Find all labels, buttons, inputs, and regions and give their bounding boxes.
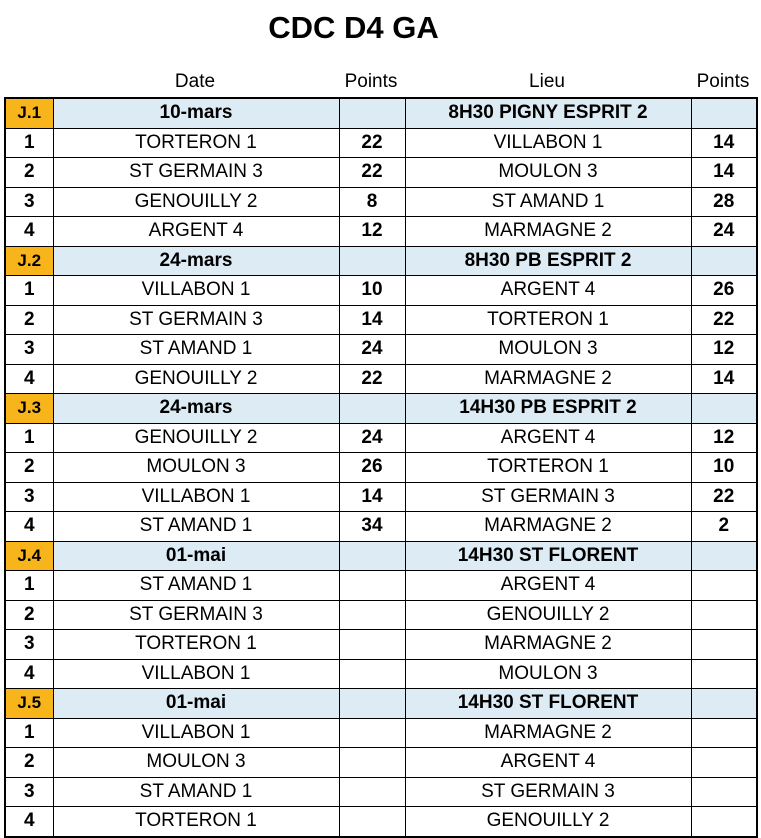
home-points: 8 bbox=[339, 187, 405, 217]
home-team: GENOUILLY 2 bbox=[53, 364, 339, 394]
away-points: 14 bbox=[691, 158, 757, 188]
away-team: MARMAGNE 2 bbox=[405, 512, 691, 542]
away-team: MARMAGNE 2 bbox=[405, 217, 691, 247]
away-team: GENOUILLY 2 bbox=[405, 600, 691, 630]
round-date: 10-mars bbox=[53, 98, 339, 128]
round-points-home bbox=[339, 689, 405, 719]
away-points: 14 bbox=[691, 364, 757, 394]
match-number: 1 bbox=[5, 571, 53, 601]
round-label: J.4 bbox=[5, 541, 53, 571]
home-team: TORTERON 1 bbox=[53, 630, 339, 660]
round-points-away bbox=[691, 541, 757, 571]
away-team: MOULON 3 bbox=[405, 158, 691, 188]
away-points bbox=[691, 600, 757, 630]
home-points: 24 bbox=[339, 335, 405, 365]
home-team: VILLABON 1 bbox=[53, 659, 339, 689]
round-lieu: 8H30 PB ESPRIT 2 bbox=[405, 246, 691, 276]
away-points: 10 bbox=[691, 453, 757, 483]
match-number: 3 bbox=[5, 482, 53, 512]
round-lieu: 14H30 ST FLORENT bbox=[405, 541, 691, 571]
round-label: J.3 bbox=[5, 394, 53, 424]
home-points: 22 bbox=[339, 364, 405, 394]
away-points: 12 bbox=[691, 335, 757, 365]
header-points-home: Points bbox=[344, 71, 398, 92]
round-lieu: 14H30 ST FLORENT bbox=[405, 689, 691, 719]
home-team: ST GERMAIN 3 bbox=[53, 158, 339, 188]
home-points bbox=[339, 748, 405, 778]
away-team: MARMAGNE 2 bbox=[405, 364, 691, 394]
home-team: ST AMAND 1 bbox=[53, 335, 339, 365]
match-number: 3 bbox=[5, 187, 53, 217]
home-team: ST GERMAIN 3 bbox=[53, 600, 339, 630]
match-row bbox=[5, 187, 757, 217]
home-points bbox=[339, 571, 405, 601]
match-row bbox=[5, 453, 757, 483]
column-headers bbox=[0, 70, 761, 94]
away-points bbox=[691, 630, 757, 660]
match-number: 4 bbox=[5, 659, 53, 689]
home-points: 14 bbox=[339, 305, 405, 335]
away-team: TORTERON 1 bbox=[405, 305, 691, 335]
match-number: 3 bbox=[5, 630, 53, 660]
match-number: 3 bbox=[5, 335, 53, 365]
match-row bbox=[5, 600, 757, 630]
away-points bbox=[691, 659, 757, 689]
match-number: 1 bbox=[5, 423, 53, 453]
match-row bbox=[5, 807, 757, 837]
away-points: 2 bbox=[691, 512, 757, 542]
header-date: Date bbox=[174, 71, 216, 92]
away-points bbox=[691, 718, 757, 748]
match-row bbox=[5, 659, 757, 689]
home-team: MOULON 3 bbox=[53, 748, 339, 778]
round-label: J.5 bbox=[5, 689, 53, 719]
round-date: 24-mars bbox=[53, 394, 339, 424]
away-points: 28 bbox=[691, 187, 757, 217]
match-row bbox=[5, 276, 757, 306]
home-team: VILLABON 1 bbox=[53, 482, 339, 512]
match-number: 2 bbox=[5, 158, 53, 188]
round-points-away bbox=[691, 246, 757, 276]
match-number: 2 bbox=[5, 305, 53, 335]
match-row bbox=[5, 217, 757, 247]
round-points-away bbox=[691, 394, 757, 424]
away-team: MARMAGNE 2 bbox=[405, 630, 691, 660]
away-team: ST AMAND 1 bbox=[405, 187, 691, 217]
match-row bbox=[5, 364, 757, 394]
home-points: 10 bbox=[339, 276, 405, 306]
schedule-table bbox=[4, 97, 758, 838]
home-team: TORTERON 1 bbox=[53, 128, 339, 158]
home-points bbox=[339, 807, 405, 837]
match-row bbox=[5, 777, 757, 807]
home-team: ST AMAND 1 bbox=[53, 512, 339, 542]
match-row bbox=[5, 128, 757, 158]
match-row bbox=[5, 305, 757, 335]
away-team: TORTERON 1 bbox=[405, 453, 691, 483]
home-points bbox=[339, 777, 405, 807]
away-team: ST GERMAIN 3 bbox=[405, 482, 691, 512]
away-points: 22 bbox=[691, 305, 757, 335]
away-team: MOULON 3 bbox=[405, 335, 691, 365]
home-points: 34 bbox=[339, 512, 405, 542]
round-date: 01-mai bbox=[53, 689, 339, 719]
match-row bbox=[5, 335, 757, 365]
home-team: VILLABON 1 bbox=[53, 276, 339, 306]
home-team: VILLABON 1 bbox=[53, 718, 339, 748]
match-number: 4 bbox=[5, 512, 53, 542]
away-points: 24 bbox=[691, 217, 757, 247]
match-number: 2 bbox=[5, 600, 53, 630]
away-team: VILLABON 1 bbox=[405, 128, 691, 158]
home-points bbox=[339, 600, 405, 630]
round-points-home bbox=[339, 246, 405, 276]
match-row bbox=[5, 571, 757, 601]
sheet-title: CDC D4 GA bbox=[268, 10, 439, 45]
away-points: 22 bbox=[691, 482, 757, 512]
match-row bbox=[5, 748, 757, 778]
round-date: 24-mars bbox=[53, 246, 339, 276]
away-points: 26 bbox=[691, 276, 757, 306]
match-row bbox=[5, 512, 757, 542]
match-number: 4 bbox=[5, 217, 53, 247]
away-team: GENOUILLY 2 bbox=[405, 807, 691, 837]
away-points bbox=[691, 748, 757, 778]
round-label: J.1 bbox=[5, 98, 53, 128]
away-team: ARGENT 4 bbox=[405, 423, 691, 453]
home-team: GENOUILLY 2 bbox=[53, 423, 339, 453]
home-team: ST AMAND 1 bbox=[53, 777, 339, 807]
home-points bbox=[339, 630, 405, 660]
away-team: ARGENT 4 bbox=[405, 571, 691, 601]
round-points-home bbox=[339, 98, 405, 128]
round-row bbox=[5, 98, 757, 128]
round-lieu: 8H30 PIGNY ESPRIT 2 bbox=[405, 98, 691, 128]
round-points-home bbox=[339, 394, 405, 424]
match-number: 2 bbox=[5, 748, 53, 778]
home-points: 12 bbox=[339, 217, 405, 247]
match-number: 1 bbox=[5, 128, 53, 158]
away-team: ARGENT 4 bbox=[405, 276, 691, 306]
away-points: 14 bbox=[691, 128, 757, 158]
home-team: GENOUILLY 2 bbox=[53, 187, 339, 217]
header-points-away: Points bbox=[696, 71, 750, 92]
home-points: 22 bbox=[339, 128, 405, 158]
match-row bbox=[5, 482, 757, 512]
round-row bbox=[5, 689, 757, 719]
round-points-away bbox=[691, 689, 757, 719]
match-row bbox=[5, 158, 757, 188]
match-row bbox=[5, 718, 757, 748]
home-team: ARGENT 4 bbox=[53, 217, 339, 247]
away-team: MOULON 3 bbox=[405, 659, 691, 689]
away-team: ST GERMAIN 3 bbox=[405, 777, 691, 807]
home-points: 14 bbox=[339, 482, 405, 512]
match-row bbox=[5, 423, 757, 453]
match-number: 2 bbox=[5, 453, 53, 483]
home-points: 22 bbox=[339, 158, 405, 188]
match-number: 3 bbox=[5, 777, 53, 807]
home-team: ST GERMAIN 3 bbox=[53, 305, 339, 335]
home-points: 24 bbox=[339, 423, 405, 453]
round-lieu: 14H30 PB ESPRIT 2 bbox=[405, 394, 691, 424]
match-row bbox=[5, 630, 757, 660]
round-date: 01-mai bbox=[53, 541, 339, 571]
away-points bbox=[691, 807, 757, 837]
round-points-away bbox=[691, 98, 757, 128]
home-points bbox=[339, 659, 405, 689]
home-team: TORTERON 1 bbox=[53, 807, 339, 837]
away-team: MARMAGNE 2 bbox=[405, 718, 691, 748]
match-number: 4 bbox=[5, 807, 53, 837]
match-number: 4 bbox=[5, 364, 53, 394]
round-row bbox=[5, 246, 757, 276]
header-lieu: Lieu bbox=[529, 71, 565, 92]
round-points-home bbox=[339, 541, 405, 571]
round-row bbox=[5, 394, 757, 424]
home-team: ST AMAND 1 bbox=[53, 571, 339, 601]
away-points: 12 bbox=[691, 423, 757, 453]
round-label: J.2 bbox=[5, 246, 53, 276]
home-points bbox=[339, 718, 405, 748]
away-points bbox=[691, 571, 757, 601]
away-team: ARGENT 4 bbox=[405, 748, 691, 778]
away-points bbox=[691, 777, 757, 807]
match-number: 1 bbox=[5, 276, 53, 306]
home-points: 26 bbox=[339, 453, 405, 483]
match-number: 1 bbox=[5, 718, 53, 748]
home-team: MOULON 3 bbox=[53, 453, 339, 483]
round-row bbox=[5, 541, 757, 571]
